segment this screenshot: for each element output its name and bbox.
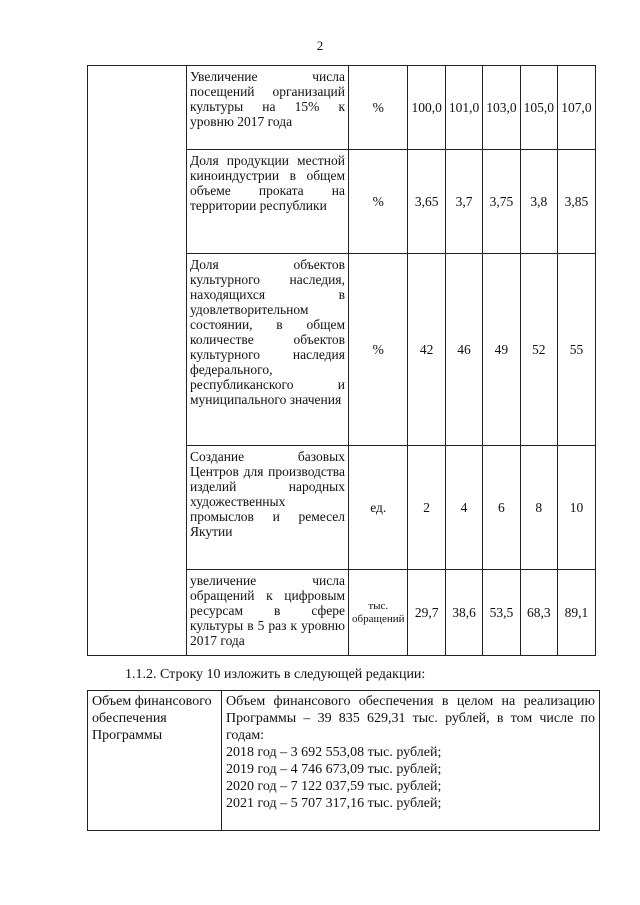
finance-intro: Объем финансового обеспечения в целом на реализацию Программы – 39 835 629,31 тыс. рублей, в том числе по годам: — [226, 694, 595, 743]
page-number: 2 — [316, 38, 324, 53]
finance-year-line: 2019 год – 4 746 673,09 тыс. рублей; — [226, 762, 442, 777]
finance-year-line: 2020 год – 7 122 037,59 тыс. рублей; — [226, 779, 442, 794]
indicator-value: 101,0 — [445, 66, 482, 150]
indicator-value: 103,0 — [483, 66, 520, 150]
empty-left-cell — [88, 66, 187, 656]
indicator-unit: % — [349, 66, 408, 150]
finance-details — [222, 691, 600, 831]
indicator-value: 6 — [483, 446, 520, 570]
indicator-name: Создание базовых Центров для производства изделий народных художественных промыслов и ремесел Якутии — [187, 446, 349, 570]
finance-label: Объем финансового обеспечения Программы — [88, 691, 222, 831]
indicator-value: 38,6 — [445, 570, 482, 656]
finance-year-line: 2021 год – 5 707 317,16 тыс. рублей; — [226, 796, 442, 811]
finance-year-line: 2018 год – 3 692 553,08 тыс. рублей; — [226, 745, 442, 760]
indicator-value: 8 — [520, 446, 557, 570]
indicator-value: 3,85 — [557, 150, 595, 254]
indicator-value: 53,5 — [483, 570, 520, 656]
indicator-value: 52 — [520, 254, 557, 446]
indicator-value: 10 — [557, 446, 595, 570]
indicator-name: Доля объектов культурного наследия, находящихся в удовлетворительном состоянии, в общем количестве объектов культурного наследия федерального, республиканского и муниципального значения — [187, 254, 349, 446]
indicator-row — [88, 66, 596, 150]
indicator-name: увеличение числа обращений к цифровым ресурсам в сфере культуры в 5 раз к уровню 2017 года — [187, 570, 349, 656]
indicator-value: 4 — [445, 446, 482, 570]
indicator-unit: % — [349, 254, 408, 446]
paragraph-instruction: 1.1.2. Строку 10 изложить в следующей редакции: — [125, 667, 426, 682]
indicator-value: 49 — [483, 254, 520, 446]
indicator-value: 68,3 — [520, 570, 557, 656]
indicator-name: Доля продукции местной киноиндустрии в общем объеме проката на территории республики — [187, 150, 349, 254]
indicator-value: 3,65 — [408, 150, 445, 254]
indicator-value: 105,0 — [520, 66, 557, 150]
indicator-value: 29,7 — [408, 570, 445, 656]
indicator-value: 46 — [445, 254, 482, 446]
indicators-table — [87, 65, 596, 656]
indicator-value: 89,1 — [557, 570, 595, 656]
finance-row — [88, 691, 600, 831]
indicator-value: 107,0 — [557, 66, 595, 150]
indicator-value: 3,8 — [520, 150, 557, 254]
indicator-value: 42 — [408, 254, 445, 446]
indicator-value: 3,75 — [483, 150, 520, 254]
indicator-unit: тыс. обращений — [349, 570, 408, 656]
indicator-name: Увеличение числа посещений организаций культуры на 15% к уровню 2017 года — [187, 66, 349, 150]
indicator-value: 2 — [408, 446, 445, 570]
indicator-value: 100,0 — [408, 66, 445, 150]
indicator-value: 3,7 — [445, 150, 482, 254]
finance-table — [87, 690, 600, 831]
indicator-unit: % — [349, 150, 408, 254]
indicator-value: 55 — [557, 254, 595, 446]
indicator-unit: ед. — [349, 446, 408, 570]
